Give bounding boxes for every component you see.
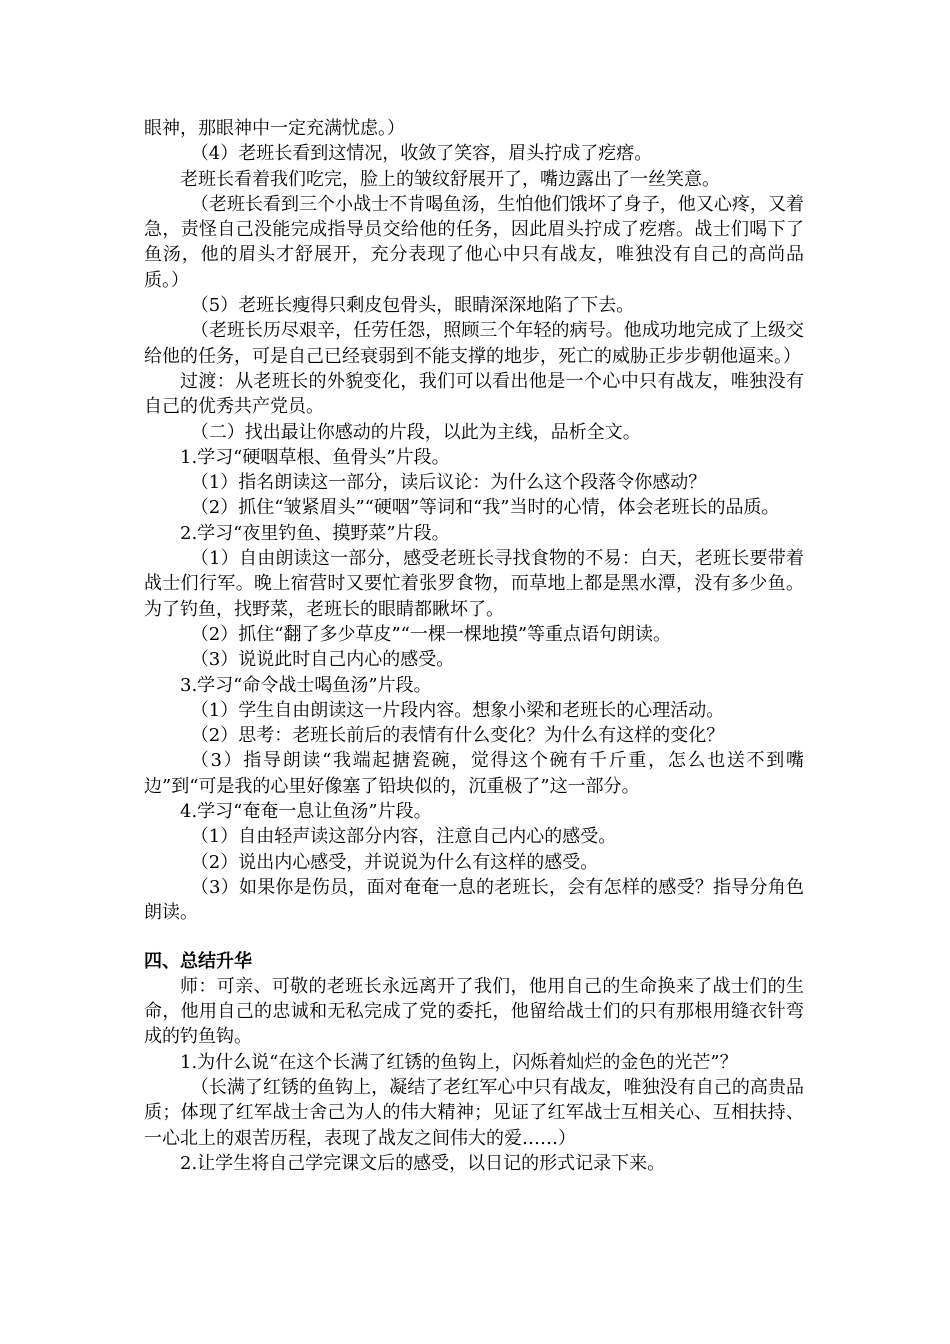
paragraph: 过渡：从老班长的外貌变化，我们可以看出他是一个心中只有战友，唯独没有自己的优秀共产党员。 xyxy=(144,370,804,418)
paragraph: （2）说出内心感受，并说说为什么有这样的感受。 xyxy=(190,851,599,873)
paragraph: 师：可亲、可敬的老班长永远离开了我们，他用自己的生命换来了战士们的生命，他用自己的忠诚和无私完成了党的委托，他留给战士们的只有那根用缝衣针弯成的钓鱼钩。 xyxy=(144,975,804,1048)
paragraph: （长满了红锈的鱼钩上，凝结了老红军心中只有战友，唯独没有自己的高贵品质；体现了红军战士舍己为人的伟大精神；见证了红军战士互相关心、互相扶持、一心北上的艰苦历程，表现了战友之间伟大的爱……） xyxy=(144,1076,804,1149)
paragraph: 4.学习“奄奄一息让鱼汤”片段。 xyxy=(180,801,432,823)
document-body xyxy=(144,116,804,1176)
section-heading: 四、总结升华 xyxy=(144,950,252,972)
paragraph: （5）老班长瘦得只剩皮包骨头，眼睛深深地陷了下去。 xyxy=(190,295,635,317)
paragraph: 2.让学生将自己学完课文后的感受，以日记的形式记录下来。 xyxy=(180,1152,666,1174)
paragraph: （1）指名朗读这一部分，读后议论：为什么这个段落令你感动？ xyxy=(190,472,707,494)
paragraph: （老班长看到三个小战士不肯喝鱼汤，生怕他们饿坏了身子，他又心疼，又着急，责怪自己没能完成指导员交给他的任务，因此眉头拧成了疙瘩。战士们喝下了鱼汤，他的眉头才舒展开，充分表现了他心中只有战友，唯独没有自己的高尚品质。） xyxy=(144,193,804,291)
paragraph: 老班长看着我们吃完，脸上的皱纹舒展开了，嘴边露出了一丝笑意。 xyxy=(180,168,720,190)
paragraph: （3）如果你是伤员，面对奄奄一息的老班长，会有怎样的感受？指导分角色朗读。 xyxy=(144,876,804,924)
paragraph: （1）学生自由朗读这一片段内容。想象小梁和老班长的心理活动。 xyxy=(190,699,725,721)
paragraph: 眼神，那眼神中一定充满忧虑。） xyxy=(144,118,405,139)
paragraph: （2）思考：老班长前后的表情有什么变化？为什么有这样的变化？ xyxy=(190,725,725,747)
paragraph: （4）老班长看到这情况，收敛了笑容，眉头拧成了疙瘩。 xyxy=(190,143,653,165)
paragraph: 1.学习“硬咽草根、鱼骨头”片段。 xyxy=(180,446,450,468)
paragraph: 1.为什么说“在这个长满了红锈的鱼钩上，闪烁着灿烂的金色的光芒”？ xyxy=(180,1051,738,1073)
paragraph: （1）自由朗读这一部分，感受老班长寻找食物的不易：白天，老班长要带着战士们行军。晚上宿营时又要忙着张罗食物，而草地上都是黑水潭，没有多少鱼。为了钓鱼，找野菜，老班长的眼睛都瞅坏了。 xyxy=(144,548,804,620)
paragraph: 2.学习“夜里钓鱼、摸野菜”片段。 xyxy=(180,522,450,544)
paragraph: （3）说说此时自己内心的感受。 xyxy=(190,649,455,671)
paragraph: （二）找出最让你感动的片段，以此为主线，品析全文。 xyxy=(190,421,641,443)
paragraph: （2）抓住“翻了多少草皮”“一棵一棵地摸”等重点语句朗读。 xyxy=(190,623,672,645)
summary-section xyxy=(144,974,804,1176)
paragraph: （1）自由轻声读这部分内容，注意自己内心的感受。 xyxy=(190,826,617,848)
paragraph: （3）指导朗读“我端起搪瓷碗，觉得这个碗有千斤重，怎么也送不到嘴边”到“可是我的心里好像塞了铅块似的，沉重极了”这一部分。 xyxy=(144,750,804,797)
lesson-steps xyxy=(144,116,804,926)
paragraph: （2）抓住“皱紧眉头”“硬咽”等词和“我”当时的心情，体会老班长的品质。 xyxy=(190,497,780,519)
paragraph: 3.学习“命令战士喝鱼汤”片段。 xyxy=(180,674,432,696)
paragraph: （老班长历尽艰辛，任劳任怨，照顾三个年轻的病号。他成功地完成了上级交给他的任务，可是自己已经衰弱到不能支撑的地步，死亡的威胁正步步朝他逼来。） xyxy=(144,320,804,367)
